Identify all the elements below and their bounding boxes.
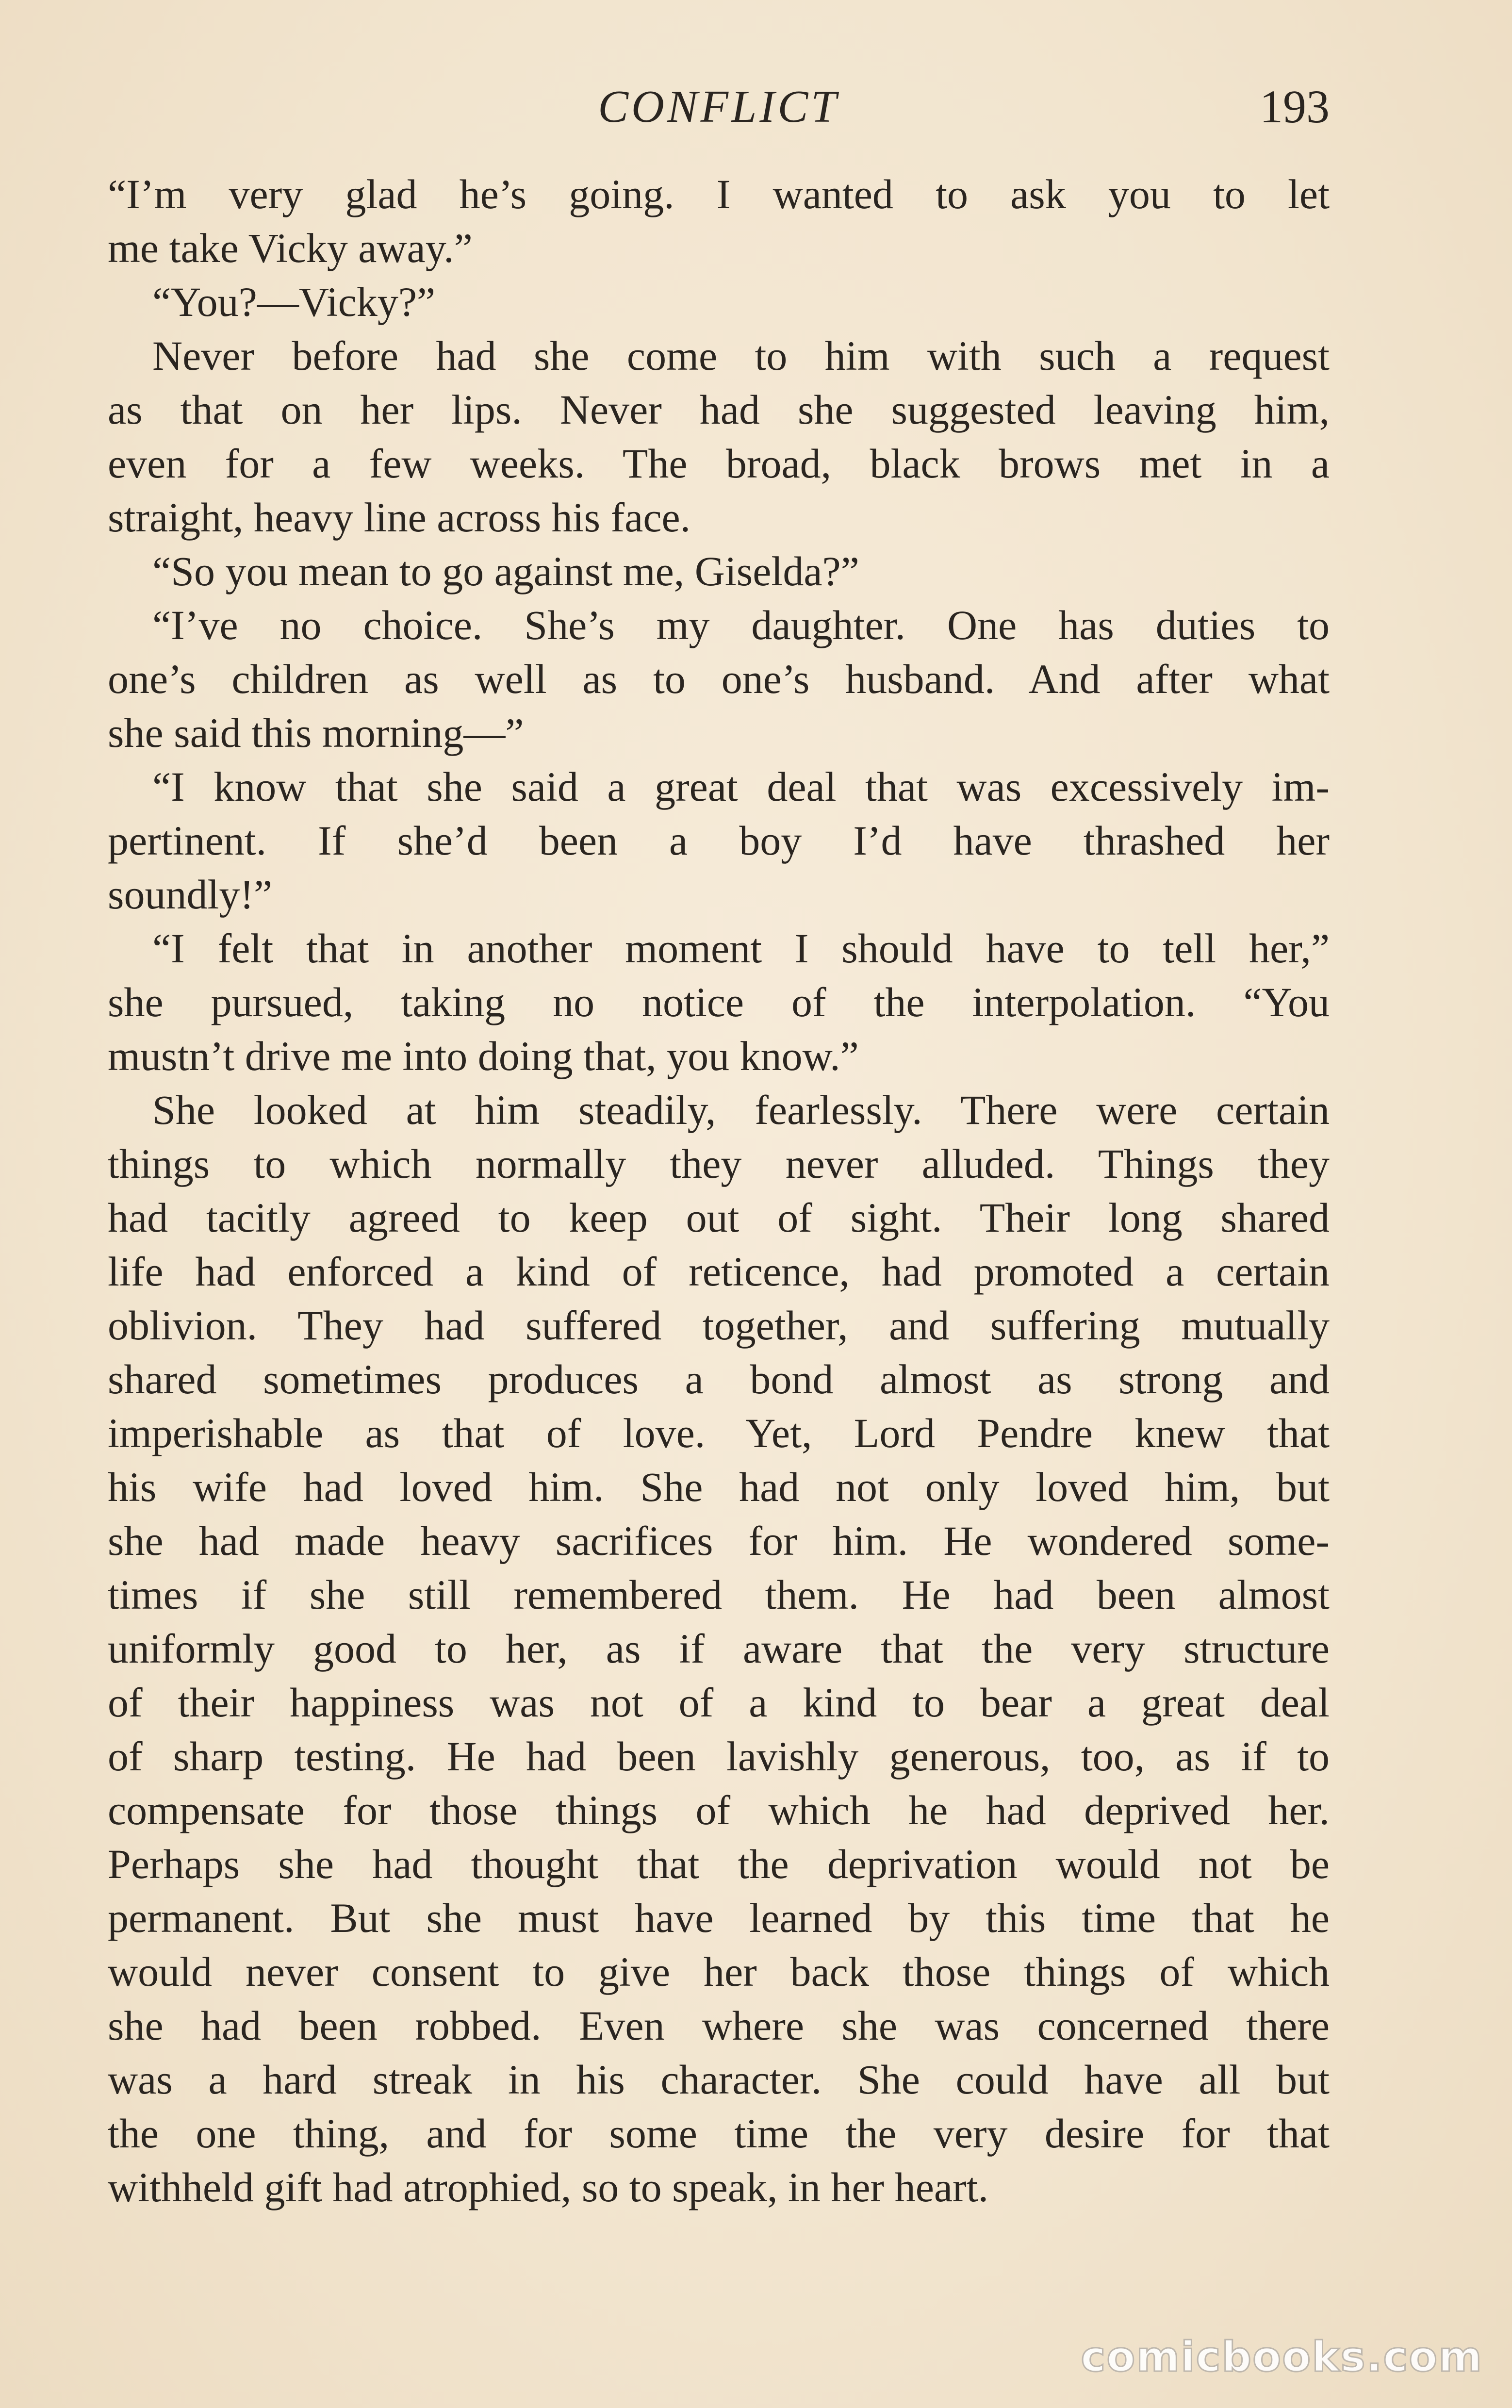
text-line: of sharp testing. He had been lavishly generous, too, as if to — [108, 1733, 1330, 1780]
text-line: imperishable as that of love. Yet, Lord Pendre knew that — [108, 1410, 1330, 1456]
text-line: “I’m very glad he’s going. I wanted to ask you to let — [108, 171, 1330, 217]
text-line: straight, heavy line across his face. — [108, 494, 691, 541]
text-line: “I’ve no choice. She’s my daughter. One has duties to — [152, 602, 1330, 648]
text-line: the one thing, and for some time the very desire for that — [108, 2110, 1330, 2157]
text-line: one’s children as well as to one’s husband. And after what — [108, 656, 1330, 702]
text-line: life had enforced a kind of reticence, had promoted a certain — [108, 1248, 1330, 1295]
watermark: comicbooks.com — [1081, 2333, 1483, 2381]
text-line: me take Vicky away.” — [108, 225, 473, 271]
text-line: “So you mean to go against me, Giselda?” — [152, 548, 859, 594]
text-line: things to which normally they never alluded. Things they — [108, 1140, 1330, 1187]
text-line: even for a few weeks. The broad, black brows met in a — [108, 440, 1330, 487]
text-line: would never consent to give her back those things of which — [108, 1948, 1330, 1995]
text-line: withheld gift had atrophied, so to speak, in her heart. — [108, 2164, 989, 2210]
text-line: She looked at him steadily, fearlessly. There were certain — [152, 1087, 1330, 1133]
text-line: she had been robbed. Even where she was concerned there — [108, 2002, 1330, 2049]
running-title: CONFLICT — [598, 82, 839, 132]
text-line: compensate for those things of which he had deprived her. — [108, 1787, 1330, 1833]
text-line: she had made heavy sacrifices for him. He wondered some- — [108, 1517, 1330, 1564]
text-line: Never before had she come to him with such a request — [152, 332, 1330, 379]
text-line: permanent. But she must have learned by this time that he — [108, 1895, 1330, 1941]
text-line: oblivion. They had suffered together, and suffering mutually — [108, 1302, 1330, 1349]
body-text — [108, 167, 1330, 2214]
text-line: “I felt that in another moment I should have to tell her,” — [152, 925, 1330, 972]
page-header — [108, 73, 1330, 141]
text-line: “You?—Vicky?” — [152, 279, 436, 325]
text-line: uniformly good to her, as if aware that the very structure — [108, 1625, 1330, 1672]
text-line: his wife had loved him. She had not only loved him, but — [108, 1464, 1330, 1510]
page-number: 193 — [1260, 81, 1330, 132]
text-line: she pursued, taking no notice of the interpolation. “You — [108, 979, 1330, 1025]
text-line: soundly!” — [108, 871, 273, 918]
text-line: Perhaps she had thought that the deprivation would not be — [108, 1841, 1330, 1887]
text-line: as that on her lips. Never had she suggested leaving him, — [108, 386, 1330, 433]
text-line: she said this morning—” — [108, 709, 524, 756]
text-line: “I know that she said a great deal that was excessively im- — [152, 763, 1330, 810]
text-line: of their happiness was not of a kind to bear a great deal — [108, 1679, 1330, 1726]
text-line: mustn’t drive me into doing that, you know.” — [108, 1033, 859, 1079]
text-line: pertinent. If she’d been a boy I’d have thrashed her — [108, 817, 1330, 864]
text-line: had tacitly agreed to keep out of sight. Their long shared — [108, 1194, 1330, 1241]
text-line: shared sometimes produces a bond almost as strong and — [108, 1356, 1330, 1402]
text-line: was a hard streak in his character. She could have all but — [108, 2056, 1330, 2103]
text-line: times if she still remembered them. He had been almost — [108, 1571, 1330, 1618]
